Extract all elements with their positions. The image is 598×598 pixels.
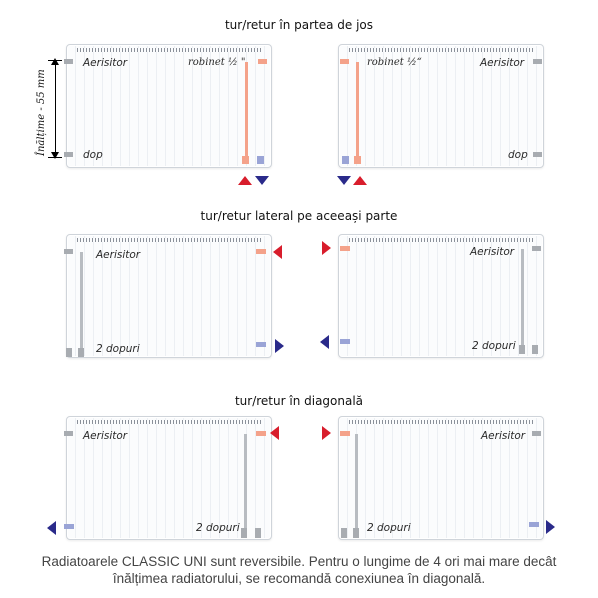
valve-pipe	[245, 62, 248, 162]
return-arrow-icon	[275, 339, 284, 353]
supply-arrow-icon	[238, 176, 252, 185]
height-dimension-line	[55, 62, 56, 154]
supply-arrow-icon	[322, 426, 331, 440]
label-dop: dop	[83, 149, 103, 161]
air-vent-plug	[532, 246, 541, 251]
supply-outlet	[354, 156, 361, 164]
radiator-grille	[77, 48, 261, 52]
label-aerisitor: Aerisitor	[470, 246, 515, 258]
blind-plug	[241, 528, 247, 538]
blind-plug	[78, 348, 84, 357]
air-vent-plug	[64, 249, 73, 254]
return-plug	[340, 339, 350, 344]
blind-pipe	[521, 249, 524, 349]
blind-plug	[66, 348, 72, 357]
label-robinet: robinet ½“	[367, 57, 422, 68]
return-outlet	[257, 156, 264, 164]
supply-plug	[340, 431, 350, 436]
return-arrow-icon	[337, 176, 351, 185]
return-plug	[529, 522, 539, 527]
blind-plug	[532, 345, 538, 354]
arrow-up-icon	[51, 58, 59, 65]
blind-pipe	[244, 434, 247, 534]
radiator-grille	[349, 238, 533, 242]
blind-plug	[64, 152, 73, 157]
height-label: Înălțime - 55 mm	[36, 69, 47, 156]
caption	[0, 553, 598, 587]
label-aerisitor: Aerisitor	[480, 57, 525, 69]
label-robinet: robinet ½ "	[188, 57, 246, 68]
return-plug	[256, 342, 266, 347]
label-aerisitor: Aerisitor	[481, 430, 526, 442]
caption-line-2: înălțimea radiatorului, se recomandă conexiunea în diagonală.	[112, 571, 486, 586]
section-title-bottom: tur/retur în partea de jos	[224, 18, 374, 32]
supply-plug	[256, 249, 266, 254]
air-vent-plug	[533, 59, 542, 64]
radiator-grille	[349, 420, 533, 424]
supply-plug	[258, 59, 267, 64]
air-vent-plug	[532, 431, 541, 436]
air-vent-plug	[64, 431, 73, 436]
return-arrow-icon	[47, 521, 56, 535]
label-dopuri: 2 dopuri	[96, 343, 140, 355]
return-arrow-icon	[320, 335, 329, 349]
arrow-down-icon	[51, 152, 59, 159]
section-title-diagonal: tur/retur în diagonală	[234, 394, 364, 408]
return-outlet	[342, 156, 349, 164]
radiator-grille	[349, 48, 533, 52]
blind-plug	[533, 152, 542, 157]
supply-arrow-icon	[322, 241, 331, 255]
caption-line-1: Radiatoarele CLASSIC UNI sunt reversibile. Pentru o lungime de 4 ori mai mare decât	[41, 554, 557, 569]
label-dopuri: 2 dopuri	[196, 522, 240, 534]
blind-pipe	[355, 434, 358, 534]
label-dopuri: 2 dopuri	[472, 340, 516, 352]
radiator-grille	[77, 420, 261, 424]
section-title-lateral: tur/retur lateral pe aceeași parte	[200, 209, 398, 223]
blind-plug	[341, 528, 347, 538]
return-arrow-icon	[255, 176, 269, 185]
return-arrow-icon	[546, 520, 555, 534]
blind-plug	[255, 528, 261, 538]
return-plug	[64, 524, 74, 529]
blind-plug	[353, 528, 359, 538]
blind-pipe	[80, 252, 83, 352]
supply-arrow-icon	[353, 176, 367, 185]
label-dop: dop	[508, 149, 528, 161]
supply-plug	[340, 59, 349, 64]
valve-pipe	[356, 62, 359, 162]
supply-outlet	[242, 156, 249, 164]
label-aerisitor: Aerisitor	[83, 57, 128, 69]
supply-arrow-icon	[273, 245, 282, 259]
radiator-grille	[77, 238, 261, 242]
supply-arrow-icon	[270, 426, 279, 440]
supply-plug	[340, 246, 350, 251]
blind-plug	[519, 345, 525, 354]
supply-plug	[256, 431, 266, 436]
air-vent-plug	[64, 59, 73, 64]
label-aerisitor: Aerisitor	[83, 430, 128, 442]
label-aerisitor: Aerisitor	[96, 249, 141, 261]
label-dopuri: 2 dopuri	[367, 522, 411, 534]
